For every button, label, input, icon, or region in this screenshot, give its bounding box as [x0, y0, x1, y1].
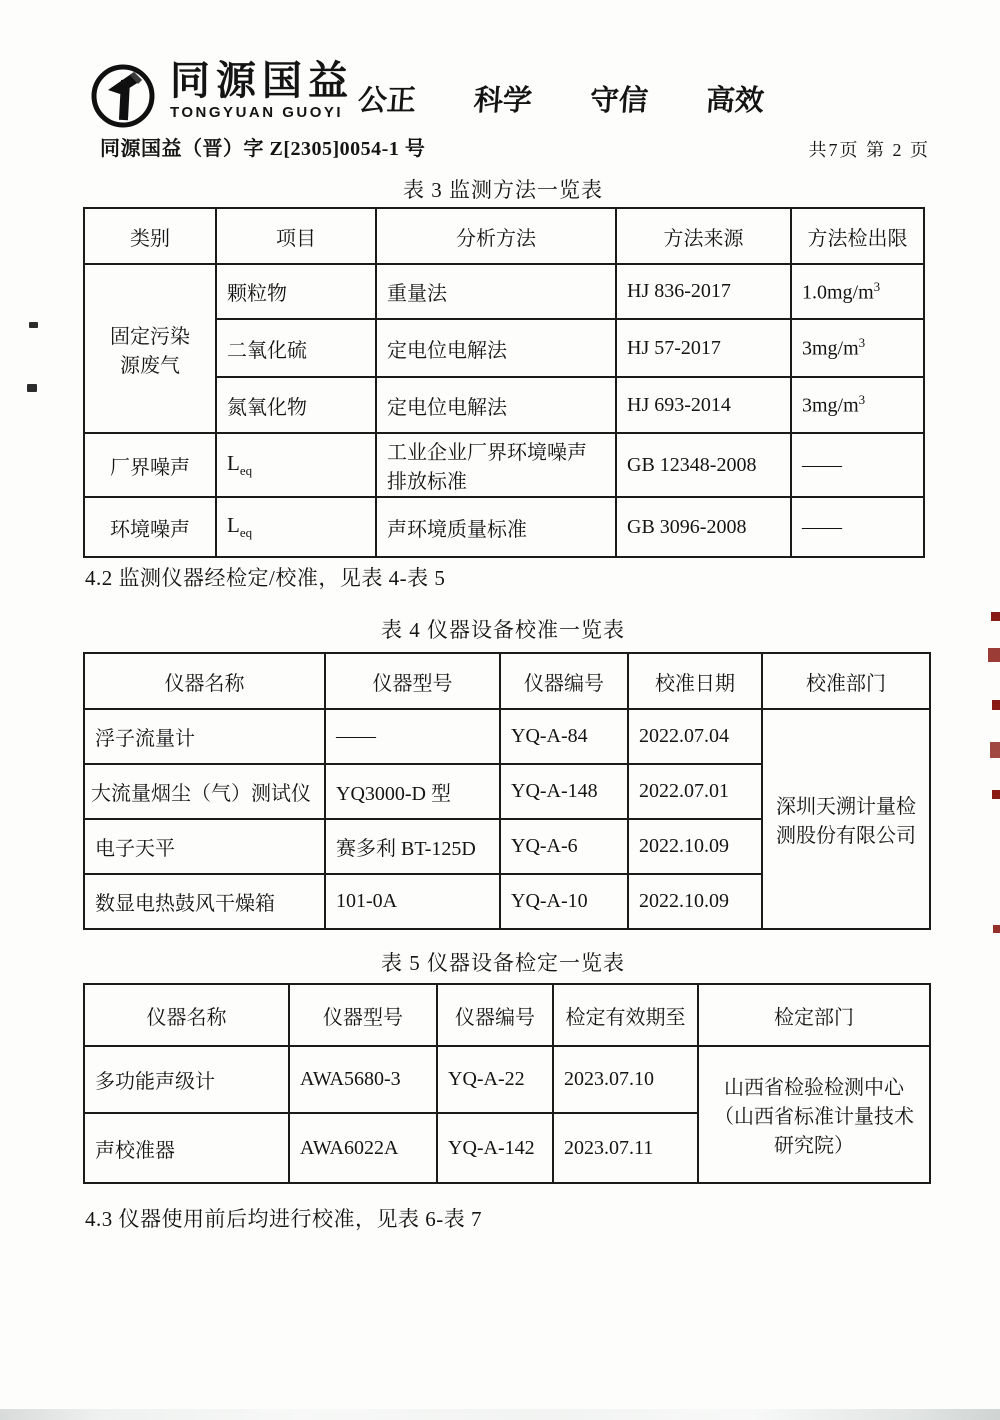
- table3-source-cell: HJ 57-2017: [616, 319, 791, 377]
- table3-source-cell: HJ 836-2017: [616, 264, 791, 319]
- table3-item-cell: 颗粒物: [216, 264, 376, 319]
- table3-item-cell: [216, 433, 376, 497]
- leq-subscript: eq: [239, 525, 253, 540]
- table-row: [84, 264, 924, 319]
- table4-header-cell: 校准部门: [762, 653, 930, 709]
- table3-source-cell: GB 12348-2008: [616, 433, 791, 497]
- slogan-word: 高效: [704, 85, 766, 117]
- logo-emblem-icon: [90, 60, 158, 132]
- table5-header-cell: 检定部门: [698, 984, 930, 1046]
- table3-title: 表 3 监测方法一览表: [403, 178, 603, 202]
- table3-category-cell: 厂界噪声: [84, 433, 216, 497]
- table4-date-cell: 2022.10.09: [628, 874, 762, 929]
- table3-item-cell: [216, 497, 376, 557]
- limit-superscript: 3: [873, 278, 881, 294]
- slogan-word: 守信: [588, 85, 649, 117]
- table3-header-cell: 项目: [216, 208, 376, 264]
- company-logo: [90, 60, 354, 132]
- limit-value: 1.0mg/m: [802, 281, 874, 304]
- table3-header-cell: 类别: [84, 208, 216, 264]
- table3-item-cell: 氮氧化物: [216, 377, 376, 433]
- table-row: [84, 1046, 930, 1113]
- table4-serial-cell: YQ-A-6: [500, 819, 628, 874]
- table4-model-cell: 101-0A: [325, 874, 500, 929]
- table5-header-row: [84, 984, 930, 1046]
- table5-name-cell: 声校准器: [84, 1113, 289, 1183]
- scan-edge-mark: [992, 700, 1000, 710]
- table5-header-cell: 检定有效期至: [553, 984, 698, 1046]
- table5-dept-cell: 山西省检验检测中心（山西省标准计量技术研究院）: [698, 1046, 930, 1183]
- table4-header-row: [84, 653, 930, 709]
- table4-dept-cell: 深圳天溯计量检测股份有限公司: [762, 709, 930, 929]
- table4-name-cell: 数显电热鼓风干燥箱: [84, 874, 325, 929]
- table5-serial-cell: YQ-A-22: [437, 1046, 553, 1113]
- table5-title: 表 5 仪器设备检定一览表: [381, 951, 625, 975]
- slogan-word: 公正: [356, 85, 417, 117]
- table3-source-cell: GB 3096-2008: [616, 497, 791, 557]
- section-4-3-text: 4.3 仪器使用前后均进行校准，见表 6-表 7: [85, 1207, 482, 1231]
- scan-edge-mark: [993, 925, 1000, 933]
- limit-value: 3mg/m: [802, 394, 859, 417]
- table4-serial-cell: YQ-A-148: [500, 764, 628, 819]
- table3-header-cell: 方法检出限: [791, 208, 924, 264]
- scan-edge-mark: [992, 790, 1000, 799]
- table3-monitoring-methods: [83, 207, 925, 558]
- table3-item-cell: 二氧化硫: [216, 319, 376, 377]
- table3-method-cell: 定电位电解法: [376, 319, 616, 377]
- table3-header-cell: 方法来源: [616, 208, 791, 264]
- table-row: [84, 497, 924, 557]
- table4-name-cell: 大流量烟尘（气）测试仪: [84, 764, 325, 819]
- leq-symbol: L: [227, 513, 240, 537]
- table3-limit-cell: [791, 264, 924, 319]
- slogan-word: 科学: [472, 85, 533, 117]
- table3-limit-cell: [791, 319, 924, 377]
- logo-chinese-name: 同源国益: [170, 59, 354, 103]
- limit-superscript: 3: [858, 392, 866, 408]
- table5-serial-cell: YQ-A-142: [437, 1113, 553, 1183]
- table4-header-cell: 仪器名称: [84, 653, 325, 709]
- limit-superscript: 3: [858, 335, 866, 351]
- table-row: [84, 433, 924, 497]
- scan-edge-mark: [990, 742, 1000, 758]
- table4-model-cell: YQ3000-D 型: [325, 764, 500, 819]
- page-indicator: 共7页 第 2 页: [808, 140, 930, 160]
- table4-serial-cell: YQ-A-84: [500, 709, 628, 764]
- table-row: [84, 709, 930, 764]
- table4-date-cell: 2022.07.01: [628, 764, 762, 819]
- table3-category-cell: 环境噪声: [84, 497, 216, 557]
- table5-model-cell: AWA5680-3: [289, 1046, 437, 1113]
- scan-edge-mark: [988, 648, 1000, 662]
- table4-serial-cell: YQ-A-10: [500, 874, 628, 929]
- table5-header-cell: 仪器型号: [289, 984, 437, 1046]
- table4-name-cell: 电子天平: [84, 819, 325, 874]
- scan-speck: [29, 322, 38, 328]
- logo-latin-name: TONGYUAN GUOYI: [170, 104, 344, 121]
- company-slogan: [357, 78, 766, 119]
- table4-header-cell: 仪器型号: [325, 653, 500, 709]
- table4-date-cell: 2022.10.09: [628, 819, 762, 874]
- table5-verification-list: [83, 983, 931, 1184]
- table4-model-cell: ——: [325, 709, 500, 764]
- leq-symbol: L: [227, 451, 240, 475]
- scan-edge-mark: [991, 612, 1000, 621]
- table4-date-cell: 2022.07.04: [628, 709, 762, 764]
- table4-header-cell: 校准日期: [628, 653, 762, 709]
- table3-limit-cell: ——: [791, 433, 924, 497]
- document-number: 同源国益（晋）字 Z[2305]0054-1 号: [100, 138, 426, 160]
- table3-method-cell: 工业企业厂界环境噪声排放标准: [376, 433, 616, 497]
- table3-method-cell: 声环境质量标准: [376, 497, 616, 557]
- table3-limit-cell: ——: [791, 497, 924, 557]
- table3-source-cell: HJ 693-2014: [616, 377, 791, 433]
- table4-model-cell: 赛多利 BT-125D: [325, 819, 500, 874]
- table4-calibration-list: [83, 652, 931, 930]
- table5-header-cell: 仪器编号: [437, 984, 553, 1046]
- table3-header-row: [84, 208, 924, 264]
- table5-header-cell: 仪器名称: [84, 984, 289, 1046]
- table3-method-cell: 重量法: [376, 264, 616, 319]
- table4-title: 表 4 仪器设备校准一览表: [381, 618, 625, 642]
- scan-bottom-edge: [0, 1409, 1000, 1420]
- table3-method-cell: 定电位电解法: [376, 377, 616, 433]
- table4-header-cell: 仪器编号: [500, 653, 628, 709]
- table3-category-cell: 固定污染源废气: [84, 264, 216, 433]
- leq-subscript: eq: [239, 463, 253, 478]
- scan-speck: [27, 384, 37, 392]
- table5-date-cell: 2023.07.10: [553, 1046, 698, 1113]
- table5-name-cell: 多功能声级计: [84, 1046, 289, 1113]
- limit-value: 3mg/m: [802, 337, 859, 360]
- section-4-2-text: 4.2 监测仪器经检定/校准，见表 4-表 5: [85, 566, 446, 590]
- table3-header-cell: 分析方法: [376, 208, 616, 264]
- table3-limit-cell: [791, 377, 924, 433]
- table5-date-cell: 2023.07.11: [553, 1113, 698, 1183]
- table4-name-cell: 浮子流量计: [84, 709, 325, 764]
- table5-model-cell: AWA6022A: [289, 1113, 437, 1183]
